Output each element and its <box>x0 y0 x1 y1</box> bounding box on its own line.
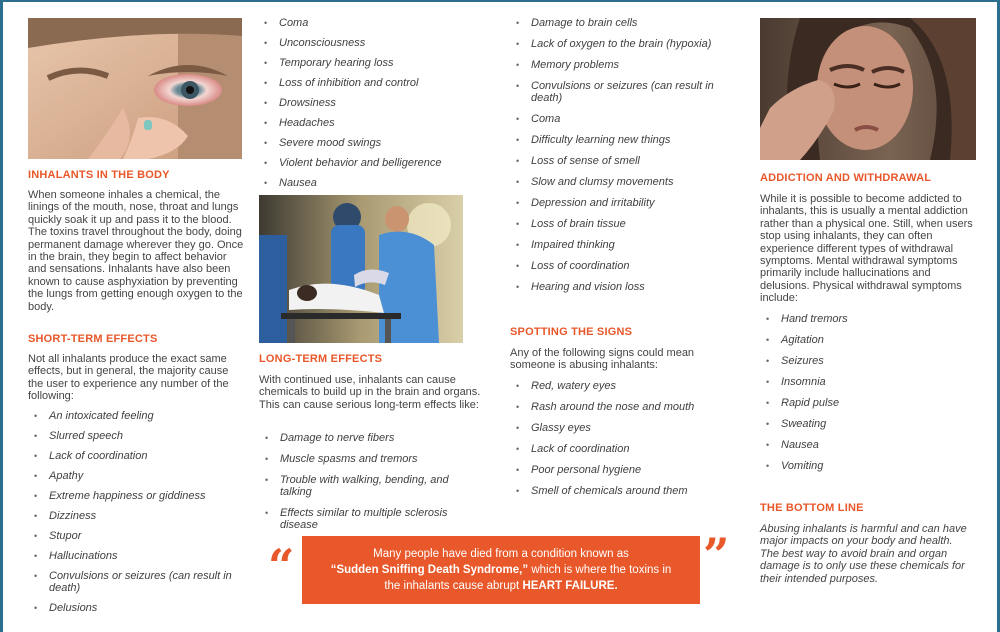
bottom-line-heading: THE BOTTOM LINE <box>760 502 864 514</box>
hospital-stretcher-photo <box>259 195 463 343</box>
list-item: • Glassy eyes <box>510 422 740 434</box>
list-item: • Vomiting <box>760 460 974 472</box>
list-item: • Severe mood swings <box>258 137 490 149</box>
quote-heart-failure: HEART FAILURE. <box>522 580 618 592</box>
list-item: • Seizures <box>760 355 974 367</box>
list-item: • Memory problems <box>510 59 740 71</box>
bottom-line-text: Abusing inhalants is harmful and can have major impacts on your body and health. The best way to avoid brain and organ damage is to only use these chemicals for their intended purposes. <box>760 523 967 585</box>
open-quote-icon: “ <box>268 539 295 593</box>
withdrawal-symptoms-list <box>760 313 974 472</box>
quote-line-2-rest: which is where the toxins in <box>528 564 672 576</box>
quote-line-3 <box>302 578 700 594</box>
long-term-heading: LONG-TERM EFFECTS <box>259 353 383 365</box>
list-item: • Red, watery eyes <box>510 380 740 392</box>
list-item: • Nausea <box>258 177 490 189</box>
list-item: • Loss of coordination <box>510 260 740 272</box>
list-item: • Hand tremors <box>760 313 974 325</box>
quote-line-3-start: the inhalants cause abrupt <box>384 580 523 592</box>
list-item: • Drowsiness <box>258 97 490 109</box>
list-item: • Coma <box>510 113 740 125</box>
list-item: • Slow and clumsy movements <box>510 176 740 188</box>
signs-list <box>510 380 740 497</box>
list-item: • Unconsciousness <box>258 37 490 49</box>
body-heading: INHALANTS IN THE BODY <box>28 169 170 181</box>
list-item: • Lack of coordination <box>28 450 244 462</box>
list-item: • Impaired thinking <box>510 239 740 251</box>
list-item: • Lack of coordination <box>510 443 740 455</box>
quote-line-2 <box>302 562 700 578</box>
signs-heading: SPOTTING THE SIGNS <box>510 326 633 338</box>
list-item: • Depression and irritability <box>510 197 740 209</box>
list-item: • Muscle spasms and tremors <box>259 453 489 465</box>
body-text: When someone inhales a chemical, the linings of the mouth, nose, throat and lungs quickly soak it up and pass it to the blood. The toxins travel throughout the body, doing permanent damage wherever they go. Once in the brain, they begin to affect behavior and sensations. Inhalants have also been known to cause asphyxiation by preventing the lungs from getting enough oxygen to the body. <box>28 189 244 313</box>
short-term-list <box>28 410 244 614</box>
list-item: • Delusions <box>28 602 244 614</box>
list-item: • Hearing and vision loss <box>510 281 740 293</box>
list-item: • Coma <box>258 17 490 29</box>
signs-intro: Any of the following signs could mean someone is abusing inhalants: <box>510 347 695 372</box>
crying-woman-photo <box>760 18 976 160</box>
long-term-list-continued <box>510 17 740 293</box>
list-item: • Loss of brain tissue <box>510 218 740 230</box>
list-item: • Slurred speech <box>28 430 244 442</box>
list-item: • An intoxicated feeling <box>28 410 244 422</box>
addiction-text: While it is possible to become addicted to inhalants, this is usually a mental addiction rather than a physical one. Still, when users stop using inhalants, they can often experience different types of withdrawal symptoms. Mental withdrawal symptoms primarily include hallucinations and delusions. Physical withdrawal symptoms include: <box>760 193 973 305</box>
list-item: • Trouble with walking, bending, and talking <box>259 474 489 498</box>
list-item: • Sweating <box>760 418 974 430</box>
quote-syndrome-name: “Sudden Sniffing Death Syndrome,” <box>330 564 529 576</box>
list-item: • Headaches <box>258 117 490 129</box>
list-item: • Agitation <box>760 334 974 346</box>
list-item: • Smell of chemicals around them <box>510 485 740 497</box>
list-item: • Loss of inhibition and control <box>258 77 490 89</box>
list-item: • Damage to brain cells <box>510 17 740 29</box>
close-quote-icon: ” <box>703 528 730 582</box>
quote-callout <box>302 536 700 604</box>
long-term-list <box>259 432 489 531</box>
red-eye-photo <box>28 18 242 159</box>
list-item: • Dizziness <box>28 510 244 522</box>
list-item: • Nausea <box>760 439 974 451</box>
list-item: • Stupor <box>28 530 244 542</box>
list-item: • Convulsions or seizures (can result in death) <box>510 80 740 104</box>
list-item: • Apathy <box>28 470 244 482</box>
addiction-heading: ADDICTION AND WITHDRAWAL <box>760 172 932 184</box>
list-item: • Difficulty learning new things <box>510 134 740 146</box>
list-item: • Loss of sense of smell <box>510 155 740 167</box>
list-item: • Extreme happiness or giddiness <box>28 490 244 502</box>
list-item: • Damage to nerve fibers <box>259 432 489 444</box>
short-term-heading: SHORT-TERM EFFECTS <box>28 333 158 345</box>
list-item: • Poor personal hygiene <box>510 464 740 476</box>
long-term-intro: With continued use, inhalants can cause chemicals to build up in the brain and organs. This can cause serious long-term effects like: <box>259 374 481 411</box>
list-item: • Hallucinations <box>28 550 244 562</box>
list-item: • Effects similar to multiple sclerosis disease <box>259 507 489 531</box>
quote-line-1: Many people have died from a condition known as <box>373 548 629 560</box>
list-item: • Temporary hearing loss <box>258 57 490 69</box>
short-term-list-continued <box>258 17 490 189</box>
list-item: • Convulsions or seizures (can result in death) <box>28 570 244 594</box>
list-item: • Rash around the nose and mouth <box>510 401 740 413</box>
short-term-intro: Not all inhalants produce the exact same effects, but in general, the majority cause the user to experience any number of the following: <box>28 353 229 403</box>
list-item: • Violent behavior and belligerence <box>258 157 490 169</box>
list-item: • Insomnia <box>760 376 974 388</box>
list-item: • Lack of oxygen to the brain (hypoxia) <box>510 38 740 50</box>
list-item: • Rapid pulse <box>760 397 974 409</box>
